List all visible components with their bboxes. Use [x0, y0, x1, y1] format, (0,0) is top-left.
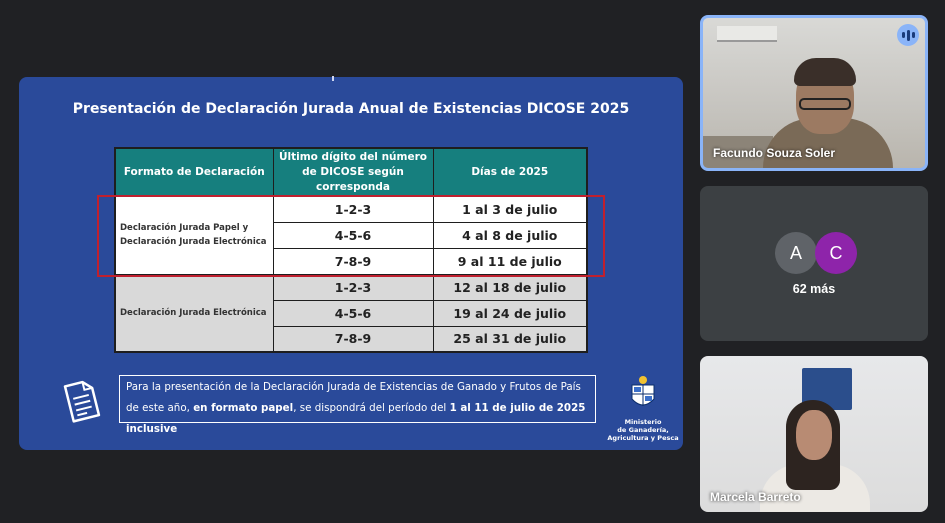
- avatar: A: [775, 232, 817, 274]
- days-cell: 1 al 3 de julio: [433, 196, 587, 222]
- more-participants-label: 62 más: [792, 282, 836, 296]
- ministry-name: Ministerio de Ganadería, Agricultura y Pesca: [607, 418, 679, 442]
- days-cell: 4 al 8 de julio: [433, 222, 587, 248]
- ministry-logo: [605, 373, 681, 442]
- note-bold-2: 1 al 11 de julio de 2025 inclusive: [126, 402, 586, 435]
- days-cell: 19 al 24 de julio: [433, 300, 587, 326]
- header-days: Días de 2025: [433, 148, 587, 196]
- digits-cell: 7-8-9: [273, 326, 433, 352]
- header-format: Formato de Declaración: [115, 148, 273, 196]
- document-icon: [59, 377, 103, 425]
- presentation-slide: [19, 77, 683, 450]
- participant-hair: [794, 58, 856, 86]
- days-cell: 25 al 31 de julio: [433, 326, 587, 352]
- participant-glasses: [799, 98, 851, 110]
- avatar: C: [815, 232, 857, 274]
- digits-cell: 1-2-3: [273, 274, 433, 300]
- table-header-row: [115, 148, 587, 196]
- highlight-box: [97, 195, 605, 277]
- digits-cell: 4-5-6: [273, 222, 433, 248]
- participant-name: Marcela Barreto: [710, 490, 801, 504]
- mouse-cursor: [332, 76, 334, 81]
- note-bold-1: en formato papel: [193, 402, 294, 414]
- note-text-1: Para la presentación de la Declaración Jurada de Existencias de Ganado y Frutos de País de este año,: [126, 381, 581, 414]
- participant-tile-others[interactable]: [700, 186, 928, 341]
- digits-cell: 1-2-3: [273, 196, 433, 222]
- days-cell: 9 al 11 de julio: [433, 248, 587, 274]
- group-label-paper: Declaración Jurada Papel y Declaración Jurada Electrónica: [115, 196, 273, 274]
- participant-head: [796, 410, 832, 460]
- participant-name: Facundo Souza Soler: [713, 146, 836, 160]
- info-note: [119, 375, 596, 435]
- participant-tile-speaker[interactable]: [700, 15, 928, 171]
- group-label-electronic: Declaración Jurada Electrónica: [115, 274, 273, 352]
- note-text-2: , se dispondrá del período del: [293, 402, 447, 414]
- slide-title: Presentación de Declaración Jurada Anual de Existencias DICOSE 2025: [72, 101, 630, 117]
- digits-cell: 4-5-6: [273, 300, 433, 326]
- background-window: [717, 26, 777, 42]
- header-digit: Último dígito del número de DICOSE según corresponda: [273, 148, 433, 196]
- digits-cell: 7-8-9: [273, 248, 433, 274]
- avatar-group: [775, 232, 865, 274]
- days-cell: 12 al 18 de julio: [433, 274, 587, 300]
- speaking-indicator-icon: [897, 24, 919, 46]
- table-row: [115, 274, 587, 300]
- ministry-seal-icon: [627, 373, 659, 413]
- participant-tile-bottom[interactable]: [700, 356, 928, 512]
